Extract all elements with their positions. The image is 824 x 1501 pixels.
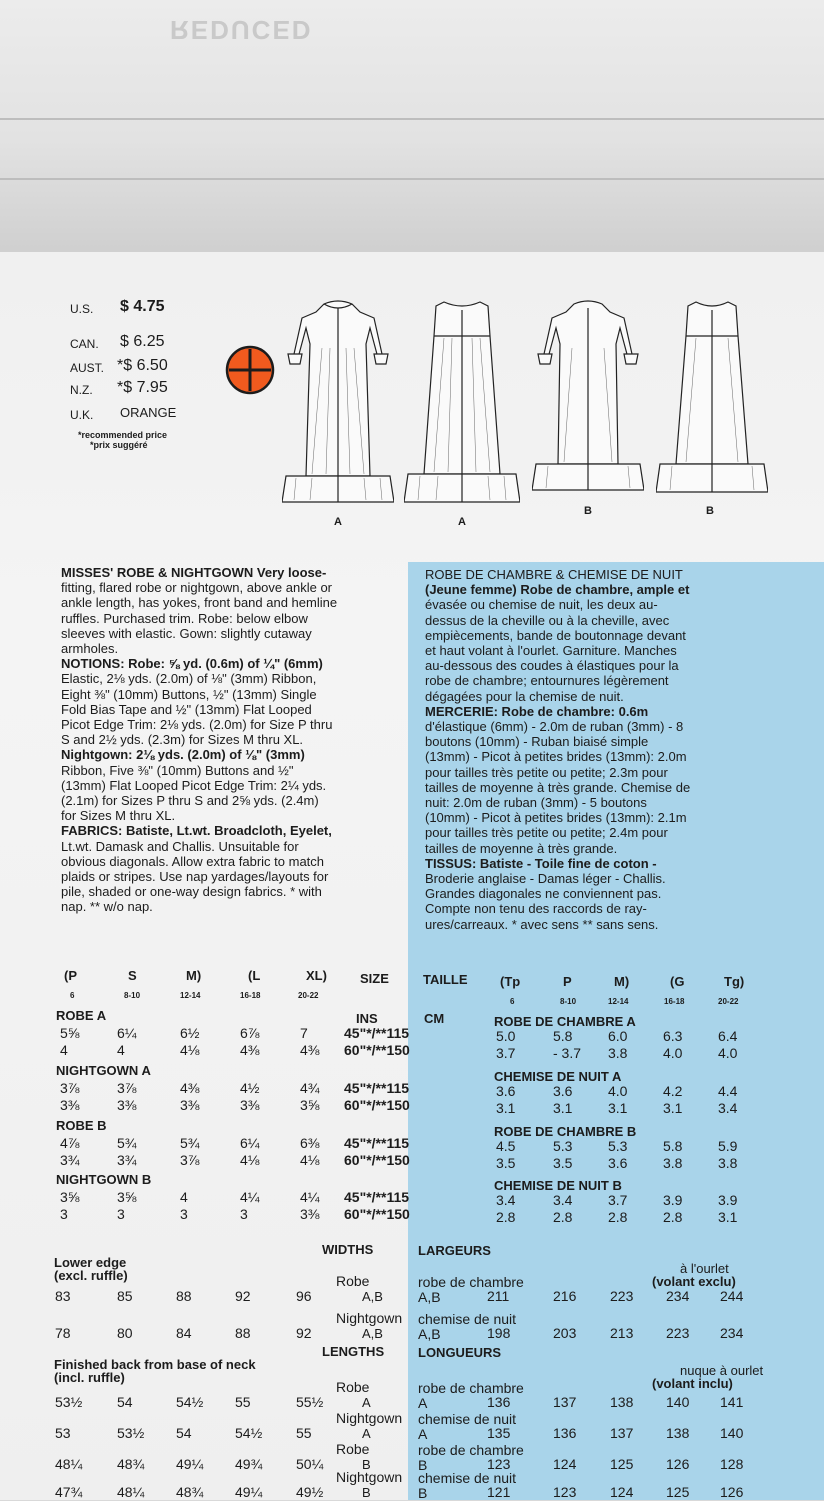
measurement-value: 96	[296, 1288, 312, 1304]
yardage-value-metric: 4.0	[718, 1045, 738, 1061]
description-line: (2.1m) for Sizes P thru S and 2⅝ yds. (2.4m)	[61, 793, 319, 809]
flap-fold-line	[0, 118, 824, 120]
description-line: pour tailles très petite ou petite; 2.4m pour	[425, 825, 668, 841]
section-description-fr: (volant exclu)	[652, 1274, 736, 1289]
view-a-robe-sketch	[282, 298, 394, 508]
price-region: U.S.	[70, 302, 94, 316]
yardage-view-title-fr: CHEMISE DE NUIT B	[494, 1178, 622, 1193]
fabric-width-label: 45"*/**115	[344, 1189, 410, 1205]
row-label: A	[362, 1426, 371, 1441]
yardage-value: 3	[60, 1206, 68, 1222]
price-region: AUST.	[70, 361, 105, 375]
measurement-value-metric: 234	[666, 1288, 690, 1304]
fabric-width-label: 45"*/**115	[344, 1080, 410, 1096]
size-col: (P	[64, 968, 77, 983]
description-line: (Jeune femme) Robe de chambre, ample et	[425, 582, 690, 598]
row-label-fr: robe de chambre	[418, 1380, 524, 1396]
description-line: for Sizes M thru XL.	[61, 808, 176, 824]
description-line: TISSUS: Batiste - Toile fine de coton -	[425, 855, 657, 871]
description-line: sleeves with elastic. Gown: slightly cutaway	[61, 625, 312, 641]
yardage-value: 4⅜	[300, 1042, 320, 1058]
yardage-value: 6¼	[117, 1025, 137, 1041]
taille-col: P	[563, 974, 572, 989]
yardage-value: 3⅜	[180, 1097, 200, 1113]
description-line: ruffles. Purchased trim. Robe: below elbow	[61, 610, 308, 626]
measurement-value: 53	[55, 1425, 71, 1441]
size-col: (L	[248, 968, 261, 983]
measurement-value-metric: 223	[666, 1325, 690, 1341]
description-line: boutons (10mm) - Ruban biaisé simple	[425, 734, 649, 750]
row-label: Robe	[336, 1273, 370, 1289]
row-label: Robe	[336, 1379, 370, 1395]
measurement-value-metric: 136	[553, 1425, 577, 1441]
description-french	[425, 567, 820, 932]
fabric-width-label: 60"*/**150	[344, 1152, 410, 1168]
envelope-flap	[0, 0, 824, 255]
price-note: *prix suggéré	[90, 440, 148, 450]
row-label-fr: chemise de nuit	[418, 1470, 517, 1486]
yardage-value: 4	[60, 1042, 68, 1058]
description-line: S and 2½ yds. (2.3m) for Sizes M thru XL.	[61, 732, 304, 748]
yardage-value-metric: 5.9	[718, 1138, 738, 1154]
yardage-value: 3⅜	[60, 1097, 80, 1113]
yardage-value: 6⅞	[240, 1025, 260, 1041]
measurement-value: 54½	[235, 1425, 263, 1441]
yardage-value-metric: 3.8	[608, 1045, 628, 1061]
yardage-value-metric: 2.8	[608, 1209, 628, 1225]
yardage-value-metric: 3.5	[496, 1155, 516, 1171]
yardage-value-metric: 3.9	[718, 1192, 738, 1208]
yardage-value: 3⅝	[60, 1189, 80, 1205]
price-value: ORANGE	[120, 405, 177, 420]
measurement-value-metric: 234	[720, 1325, 744, 1341]
description-line: Fold Bias Tape and ½" (13mm) Flat Looped	[61, 701, 312, 717]
yardage-value: 3⅞	[180, 1152, 200, 1168]
description-line: pile, shaded or one-way design fabrics. * with	[61, 884, 322, 900]
measurement-value-metric: 135	[487, 1425, 511, 1441]
description-line: Compte non tenu des raccords de ray-	[425, 901, 647, 917]
row-label-fr: A,B	[418, 1289, 441, 1305]
yardage-value-metric: 4.0	[608, 1083, 628, 1099]
yardage-value: 3⅜	[117, 1097, 137, 1113]
measurement-value: 49¼	[176, 1456, 204, 1472]
description-line: tailles de moyenne à très grande. Chemise de	[425, 779, 691, 795]
yardage-value-metric: 2.8	[496, 1209, 516, 1225]
measurement-value: 53½	[117, 1425, 145, 1441]
price-region: CAN.	[70, 337, 99, 351]
inches-label: INS	[356, 1011, 378, 1026]
description-line: robe de chambre; entournures légèrement	[425, 673, 669, 689]
measurement-value-metric: 141	[720, 1394, 744, 1410]
yardage-value: 4⅞	[60, 1135, 80, 1151]
measurement-value: 49½	[296, 1484, 324, 1500]
view-b-nightgown-sketch	[656, 296, 768, 496]
yardage-value-metric: 5.8	[663, 1138, 683, 1154]
price-region: U.K.	[70, 408, 94, 422]
yardage-value-metric: 3.4	[496, 1192, 516, 1208]
section-title-fr: LONGUEURS	[418, 1345, 502, 1360]
measurement-value: 54½	[176, 1394, 204, 1410]
measurement-value: 85	[117, 1288, 133, 1304]
row-label-fr: chemise de nuit	[418, 1311, 517, 1327]
size-range: 6	[70, 991, 75, 1000]
description-line: (13mm) Flat Looped Picot Edge Trim: 2¼ yds.	[61, 777, 327, 793]
yardage-view-title-fr: ROBE DE CHAMBRE A	[494, 1014, 636, 1029]
yardage-view-title-fr: ROBE DE CHAMBRE B	[494, 1124, 637, 1139]
measurement-value: 47¾	[55, 1484, 83, 1500]
taille-range: 8-10	[560, 997, 577, 1006]
yardage-value-metric: 3.5	[553, 1155, 573, 1171]
yardage-value: 4¼	[240, 1189, 260, 1205]
row-label-fr: B	[418, 1485, 428, 1501]
view-label: B	[706, 505, 714, 517]
yardage-value-metric: 3.7	[608, 1192, 628, 1208]
description-english	[61, 565, 401, 915]
yardage-value: 6¼	[240, 1135, 260, 1151]
row-label-fr: A	[418, 1426, 428, 1442]
description-line: Nightgown: 2⅛ yds. (2.0m) of ⅛" (3mm)	[61, 747, 305, 763]
yardage-value: 3⅜	[240, 1097, 260, 1113]
yardage-value-metric: 5.8	[553, 1028, 573, 1044]
yardage-value: 4⅛	[180, 1042, 200, 1058]
yardage-value-metric: 3.1	[496, 1100, 516, 1116]
description-line: d'élastique (6mm) - 2.0m de ruban (3mm) - 8	[425, 719, 684, 735]
size-col: XL)	[306, 968, 327, 983]
description-line: nap. ** w/o nap.	[61, 899, 153, 915]
description-line: ankle length, has yokes, front band and hemline	[61, 595, 338, 611]
measurement-value-metric: 128	[720, 1456, 744, 1472]
size-range: 16-18	[240, 991, 261, 1000]
measurement-value: 88	[176, 1288, 192, 1304]
measurement-value: 84	[176, 1325, 192, 1341]
description-line: dessus de la cheville ou à la cheville, avec	[425, 612, 670, 628]
measurement-value-metric: 121	[487, 1484, 511, 1500]
measurement-value-metric: 138	[610, 1394, 634, 1410]
row-label: Nightgown	[336, 1310, 403, 1326]
yardage-value-metric: 3.1	[553, 1100, 573, 1116]
taille-col: M)	[614, 974, 630, 989]
yardage-value: 5¾	[117, 1135, 137, 1151]
measurement-value: 48¾	[176, 1484, 204, 1500]
row-label-fr: chemise de nuit	[418, 1411, 517, 1427]
taille-label: TAILLE	[423, 972, 468, 987]
description-line: (13mm) - Picot à petites brides (13mm): 2.0m	[425, 749, 687, 765]
size-range: 8-10	[124, 991, 141, 1000]
measurement-value-metric: 213	[610, 1325, 634, 1341]
cm-label: CM	[424, 1011, 445, 1026]
measurement-value-metric: 140	[720, 1425, 744, 1441]
yardage-value: 6½	[180, 1025, 200, 1041]
measurement-value: 78	[55, 1325, 71, 1341]
measurement-value: 55	[296, 1425, 312, 1441]
yardage-value-metric: 6.4	[718, 1028, 738, 1044]
yardage-value-metric: 4.4	[718, 1083, 738, 1099]
measurement-value: 88	[235, 1325, 251, 1341]
fabric-width-label: 60"*/**150	[344, 1097, 410, 1113]
description-line: évasée ou chemise de nuit, les deux au-	[425, 597, 658, 613]
yardage-value: 7	[300, 1025, 308, 1041]
description-line: Ribbon, Five ⅜" (10mm) Buttons and ½"	[61, 762, 294, 778]
measurement-value-metric: 123	[553, 1484, 577, 1500]
measurement-value-metric: 244	[720, 1288, 744, 1304]
yardage-value-metric: 4.0	[663, 1045, 683, 1061]
description-line: MISSES' ROBE & NIGHTGOWN Very loose-	[61, 565, 327, 580]
row-label-fr: A	[418, 1395, 428, 1411]
row-label-fr: A,B	[418, 1326, 441, 1342]
yardage-value: 4¾	[300, 1080, 320, 1096]
measurement-value: 48¼	[55, 1456, 83, 1472]
measurement-value-metric: 138	[666, 1425, 690, 1441]
measurement-value: 83	[55, 1288, 71, 1304]
row-label-fr: B	[418, 1457, 428, 1473]
taille-col: (G	[670, 974, 685, 989]
row-label: Nightgown	[336, 1469, 403, 1485]
taille-range: 6	[510, 997, 515, 1006]
yardage-value-metric: 3.1	[663, 1100, 683, 1116]
section-description: (incl. ruffle)	[54, 1370, 125, 1385]
measurement-value: 50¼	[296, 1456, 324, 1472]
taille-range: 16-18	[664, 997, 685, 1006]
yardage-value: 3¾	[60, 1152, 80, 1168]
taille-col: (Tp	[500, 974, 521, 989]
description-line: Lt.wt. Damask and Challis. Unsuitable for	[61, 838, 299, 854]
price-value: *$ 7.95	[117, 379, 168, 396]
yardage-view-title: ROBE B	[56, 1118, 107, 1133]
measurement-value-metric: 123	[487, 1456, 511, 1472]
yardage-value-metric: 5.3	[608, 1138, 628, 1154]
description-line: Picot Edge Trim: 2⅛ yds. (2.0m) for Size P thru	[61, 717, 333, 733]
yardage-value: 3	[180, 1206, 188, 1222]
measurement-value-metric: 124	[610, 1484, 634, 1500]
row-label: Nightgown	[336, 1410, 403, 1426]
measurement-value: 48¼	[117, 1484, 145, 1500]
row-label: A	[362, 1395, 371, 1410]
price-value: $ 6.25	[120, 333, 165, 350]
measurement-value-metric: 125	[610, 1456, 634, 1472]
description-line: ures/carreaux. * avec sens ** sans sens.	[425, 916, 659, 932]
yardage-value-metric: 5.3	[553, 1138, 573, 1154]
section-title: WIDTHS	[322, 1242, 374, 1257]
description-line: NOTIONS: Robe: ⅝ yd. (0.6m) of ¼" (6mm)	[61, 656, 323, 672]
yardage-value-metric: 3.1	[608, 1100, 628, 1116]
measurement-value: 55½	[296, 1394, 324, 1410]
description-line: armholes.	[61, 641, 119, 657]
description-line: au-dessous des coudes à élastiques pour la	[425, 658, 679, 674]
measurement-value-metric: 216	[553, 1288, 577, 1304]
description-line: obvious diagonals. Allow extra fabric to match	[61, 853, 325, 869]
size-col: S	[128, 968, 137, 983]
yardage-value-metric: 6.3	[663, 1028, 683, 1044]
yardage-value: 4⅜	[240, 1042, 260, 1058]
view-label: A	[458, 516, 466, 528]
yardage-value-metric: 3.8	[718, 1155, 738, 1171]
price-value: $ 4.75	[120, 298, 165, 315]
yardage-value: 3	[240, 1206, 248, 1222]
view-a-nightgown-sketch	[404, 296, 520, 508]
row-label-fr: robe de chambre	[418, 1274, 524, 1290]
section-description: (excl. ruffle)	[54, 1268, 128, 1283]
measurement-value: 49¼	[235, 1484, 263, 1500]
measurement-value-metric: 198	[487, 1325, 511, 1341]
description-line: empiècements, bande de boutonnage devant	[425, 627, 686, 643]
price-note: *recommended price	[78, 430, 168, 440]
yardage-value: 3	[117, 1206, 125, 1222]
view-label: B	[584, 505, 592, 517]
yardage-value-metric: 4.5	[496, 1138, 516, 1154]
yardage-value: 4	[180, 1189, 188, 1205]
fabric-width-label: 45"*/**115	[344, 1025, 410, 1041]
measurement-value: 55	[235, 1394, 251, 1410]
row-label: A,B	[362, 1289, 383, 1304]
yardage-value: 5¾	[180, 1135, 200, 1151]
flap-fold-line	[0, 178, 824, 180]
measurement-value-metric: 137	[553, 1394, 577, 1410]
measurement-value-metric: 136	[487, 1394, 511, 1410]
measurement-value-metric: 125	[666, 1484, 690, 1500]
description-line: Broderie anglaise - Damas léger - Challis.	[425, 871, 666, 887]
measurement-value-metric: 223	[610, 1288, 634, 1304]
section-description: Lower edge	[54, 1255, 127, 1270]
yardage-value: 3⅞	[117, 1080, 137, 1096]
measurement-value: 92	[296, 1325, 312, 1341]
measurement-value: 53½	[55, 1394, 83, 1410]
measurement-value: 49¾	[235, 1456, 263, 1472]
yardage-value: 3⅞	[60, 1080, 80, 1096]
yardage-view-title: NIGHTGOWN B	[56, 1172, 152, 1187]
yardage-value: 4½	[240, 1080, 260, 1096]
measurement-value: 80	[117, 1325, 133, 1341]
price-value: *$ 6.50	[117, 357, 168, 374]
size-range: 20-22	[298, 991, 319, 1000]
view-label: A	[334, 516, 342, 528]
section-title-fr: LARGEURS	[418, 1243, 491, 1258]
measurement-value: 48¾	[117, 1456, 145, 1472]
orange-price-badge-icon	[225, 345, 275, 395]
description-line: pour tailles très petite ou petite; 2.3m pour	[425, 764, 668, 780]
yardage-value-metric: 4.2	[663, 1083, 683, 1099]
yardage-value: 3¾	[117, 1152, 137, 1168]
description-line: et haut volant à l'ourlet. Garniture. Manches	[425, 643, 677, 659]
section-description-fr: nuque à ourlet	[680, 1363, 764, 1378]
measurement-value-metric: 211	[487, 1288, 510, 1304]
taille-range: 20-22	[718, 997, 739, 1006]
description-line: ROBE DE CHAMBRE & CHEMISE DE NUIT	[425, 567, 683, 582]
taille-col: Tg)	[724, 974, 745, 989]
row-label: B	[362, 1457, 371, 1472]
yardage-value: 4⅛	[300, 1152, 320, 1168]
yardage-value: 3⅝	[117, 1189, 137, 1205]
section-description-fr: à l'ourlet	[680, 1261, 729, 1276]
yardage-value: 4¼	[300, 1189, 320, 1205]
yardage-value-metric: 3.4	[718, 1100, 738, 1116]
measurement-value: 54	[176, 1425, 192, 1441]
yardage-value-metric: 3.7	[496, 1045, 516, 1061]
yardage-value-metric: 2.8	[553, 1209, 573, 1225]
measurement-value-metric: 137	[610, 1425, 634, 1441]
description-line: Eight ⅜" (10mm) Buttons, ½" (13mm) Single	[61, 686, 317, 702]
size-label: SIZE	[360, 971, 389, 986]
measurement-value-metric: 203	[553, 1325, 577, 1341]
description-line: FABRICS: Batiste, Lt.wt. Broadcloth, Eyelet,	[61, 823, 332, 839]
measurement-value-metric: 140	[666, 1394, 690, 1410]
description-line: plaids or stripes. Use nap yardages/layouts for	[61, 869, 329, 885]
yardage-value-metric: 6.0	[608, 1028, 628, 1044]
yardage-value: 6⅜	[300, 1135, 320, 1151]
row-label: B	[362, 1485, 371, 1500]
row-label: A,B	[362, 1326, 383, 1341]
view-b-robe-sketch	[532, 298, 644, 496]
measurement-value: 54	[117, 1394, 133, 1410]
description-line: MERCERIE: Robe de chambre: 0.6m	[425, 703, 649, 719]
price-region: N.Z.	[70, 383, 93, 397]
yardage-value-metric: 3.8	[663, 1155, 683, 1171]
yardage-value-metric: - 3.7	[553, 1045, 582, 1061]
yardage-value: 3⅝	[300, 1097, 320, 1113]
description-line: Grandes diagonales ne conviennent pas.	[425, 886, 662, 902]
row-label: Robe	[336, 1441, 370, 1457]
yardage-view-title: ROBE A	[56, 1008, 107, 1023]
section-description-fr: (volant inclu)	[652, 1376, 733, 1391]
description-line: fitting, flared robe or nightgown, above ankle or	[61, 580, 333, 596]
yardage-value-metric: 2.8	[663, 1209, 683, 1225]
taille-range: 12-14	[608, 997, 629, 1006]
flap-stamp: REDUCED	[170, 15, 313, 45]
measurement-value-metric: 124	[553, 1456, 577, 1472]
description-line: tailles de moyenne à très grande.	[425, 840, 618, 856]
yardage-value-metric: 3.6	[496, 1083, 516, 1099]
section-description: Finished back from base of neck	[54, 1357, 256, 1372]
yardage-value-metric: 5.0	[496, 1028, 516, 1044]
size-col: M)	[186, 968, 202, 983]
fabric-width-label: 60"*/**150	[344, 1206, 410, 1222]
description-line: nuit: 2.0m de ruban (3mm) - 5 boutons	[425, 795, 647, 811]
description-line: (10mm) - Picot à petites brides (13mm): 2.1m	[425, 810, 687, 826]
fabric-width-label: 45"*/**115	[344, 1135, 410, 1151]
yardage-value: 4⅜	[180, 1080, 200, 1096]
yardage-value-metric: 3.6	[608, 1155, 628, 1171]
section-title: LENGTHS	[322, 1344, 385, 1359]
fabric-width-label: 60"*/**150	[344, 1042, 410, 1058]
yardage-view-title-fr: CHEMISE DE NUIT A	[494, 1069, 622, 1084]
measurement-value-metric: 126	[720, 1484, 744, 1500]
yardage-value-metric: 3.1	[718, 1209, 738, 1225]
yardage-value: 4	[117, 1042, 125, 1058]
yardage-value: 3⅜	[300, 1206, 320, 1222]
yardage-value-metric: 3.6	[553, 1083, 573, 1099]
yardage-value-metric: 3.4	[553, 1192, 573, 1208]
description-line: Elastic, 2⅛ yds. (2.0m) of ⅛" (3mm) Ribbon,	[61, 671, 317, 687]
row-label-fr: robe de chambre	[418, 1442, 524, 1458]
yardage-value: 5⅝	[60, 1025, 80, 1041]
description-line: dégagées pour la chemise de nuit.	[425, 688, 624, 704]
measurement-value-metric: 126	[666, 1456, 690, 1472]
yardage-view-title: NIGHTGOWN A	[56, 1063, 151, 1078]
measurement-value: 92	[235, 1288, 251, 1304]
yardage-value-metric: 3.9	[663, 1192, 683, 1208]
size-range: 12-14	[180, 991, 201, 1000]
yardage-value: 4⅛	[240, 1152, 260, 1168]
